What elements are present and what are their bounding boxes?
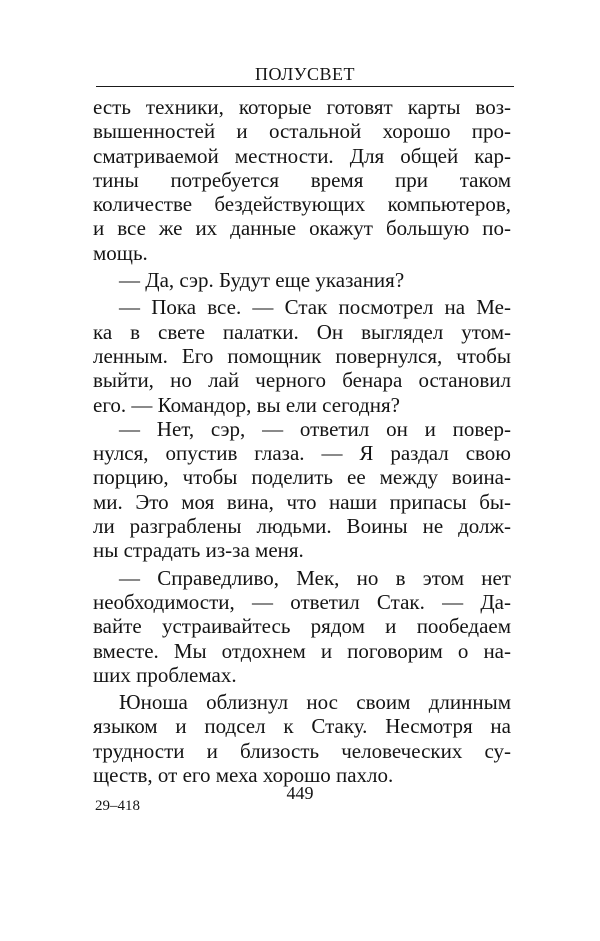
text-line: ны страдать из-за меня. bbox=[93, 538, 304, 563]
text-line: ли разграблены людьми. Воины не долж- bbox=[93, 514, 511, 539]
text-line: — Пока все. — Стак посмотрел на Ме- bbox=[119, 295, 511, 320]
text-line: мощь. bbox=[93, 240, 148, 265]
text-line: сматриваемой местности. Для общей кар- bbox=[93, 143, 511, 168]
text-line: — Нет, сэр, — ответил он и повер- bbox=[119, 416, 511, 441]
text-line: и все же их данные окажут большую по- bbox=[93, 216, 511, 241]
text-line: порцию, чтобы поделить ее между воина- bbox=[93, 465, 511, 490]
text-line: ществ, от его меха хорошо пахло. bbox=[93, 763, 394, 788]
text-line: — Справедливо, Мек, но в этом нет bbox=[119, 565, 511, 590]
text-line: вышенностей и остальной хорошо про- bbox=[93, 119, 511, 144]
text-line: Юноша облизнул нос своим длинным bbox=[119, 690, 511, 715]
text-line: вайте устраивайтесь рядом и пообедаем bbox=[93, 614, 511, 639]
text-line: языком и подсел к Стаку. Несмотря на bbox=[93, 714, 511, 739]
text-line: ка в свете палатки. Он выглядел утом- bbox=[93, 319, 511, 344]
text-line: тины потребуется время при таком bbox=[93, 167, 511, 192]
text-line: ших проблемах. bbox=[93, 662, 237, 687]
printer-signature: 29–418 bbox=[95, 798, 140, 814]
running-head: ПОЛУСВЕТ bbox=[254, 64, 356, 84]
text-line: трудности и близость человеческих су- bbox=[93, 738, 511, 763]
header-rule bbox=[96, 86, 514, 87]
text-line: — Да, сэр. Будут еще указания? bbox=[119, 268, 405, 293]
text-line: необходимости, — ответил Стак. — Да- bbox=[93, 589, 511, 614]
text-line: выйти, но лай черного бенара остановил bbox=[93, 368, 511, 393]
text-line: вместе. Мы отдохнем и поговорим о на- bbox=[93, 638, 511, 663]
body-text bbox=[93, 95, 511, 787]
page-number: 449 bbox=[286, 783, 314, 803]
text-line: нулся, опустив глаза. — Я раздал свою bbox=[93, 441, 511, 466]
text-line: ми. Это моя вина, что наши припасы бы- bbox=[93, 489, 511, 514]
text-line: количестве бездействующих компьютеров, bbox=[93, 192, 511, 217]
text-line: есть техники, которые готовят карты воз- bbox=[93, 95, 511, 119]
text-line: ленным. Его помощник повернулся, чтобы bbox=[93, 343, 511, 368]
text-line: его. — Командор, вы ели сегодня? bbox=[93, 392, 400, 417]
